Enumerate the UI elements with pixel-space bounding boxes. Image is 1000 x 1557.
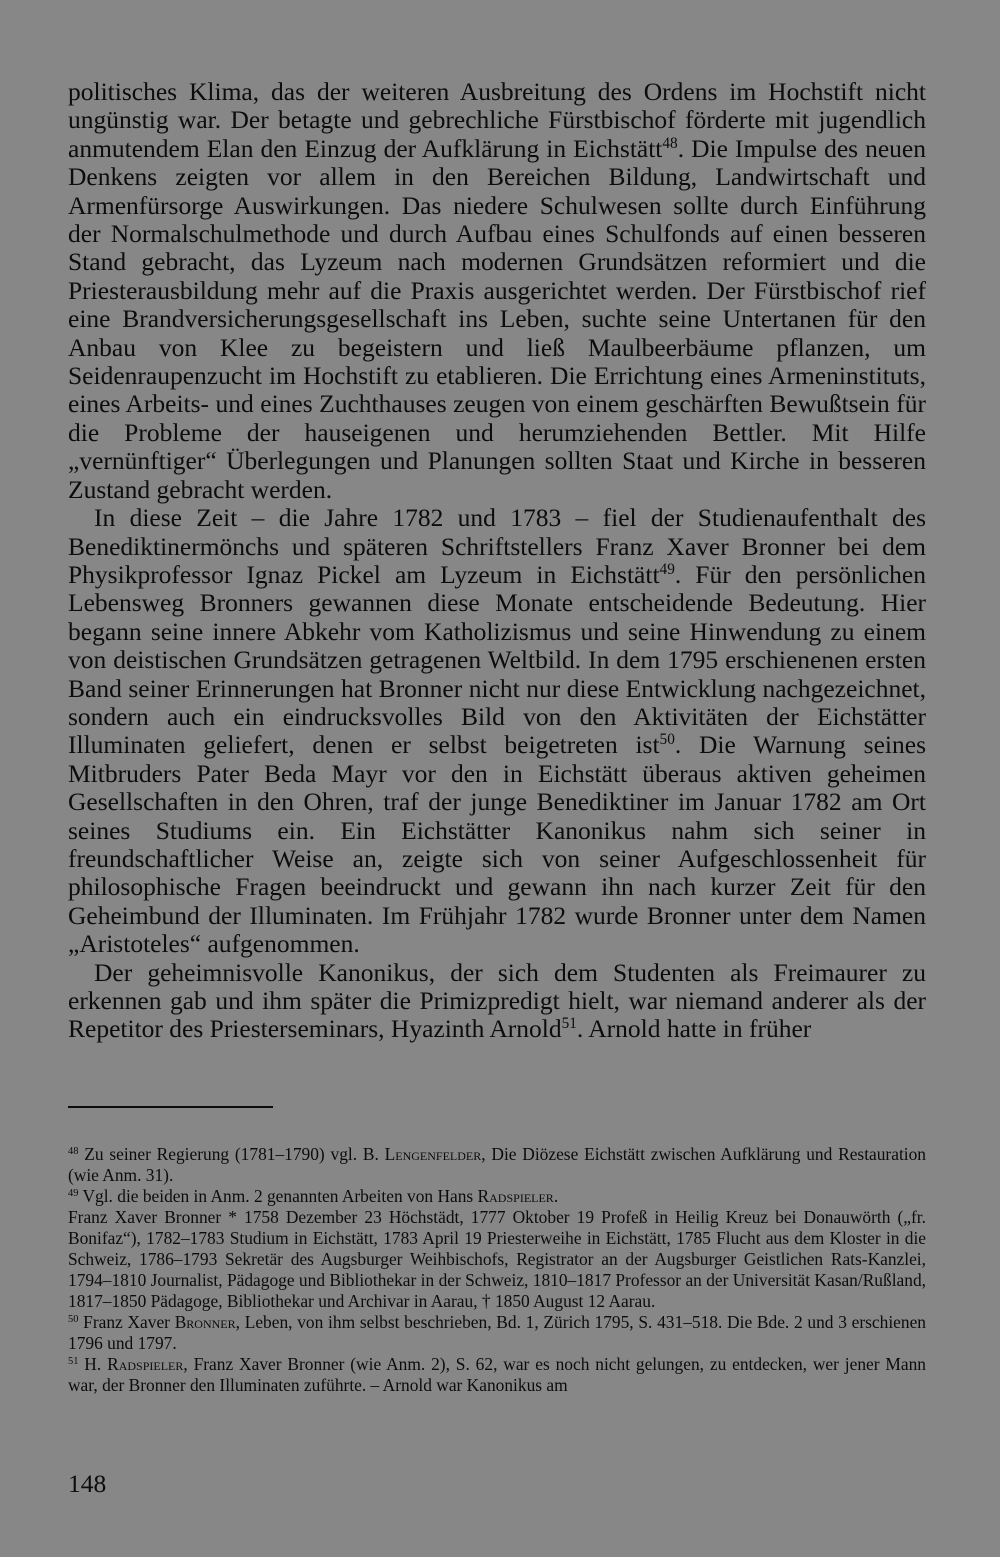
footnote-text: Vgl. die beiden in Anm. 2 genannten Arbeiten von Hans xyxy=(78,1186,478,1206)
paragraph-2 xyxy=(68,504,926,959)
footnote-48 xyxy=(68,1144,926,1186)
footnote-49-biography: Franz Xaver Bronner * 1758 Dezember 23 Höchstädt, 1777 Oktober 19 Profeß in Heilig Kreuz bei Donauwörth („fr. Bonifaz“), 1782–1783 Studium in Eichstätt, 1783 April 19 Priesterweihe in Eichstätt, 1785 Flucht aus dem Kloster in die Schweiz, 1786–1793 Sekretär des Augsburger Weihbischofs, Registrator an der Augsburger Geistlichen Rats-Kanzlei, 1794–1810 Journalist, Pädagoge und Bibliothekar in der Schweiz, 1810–1817 Professor an der Universität Kasan/Rußland, 1817–1850 Pädagoge, Bibliothekar und Archivar in Aarau, † 1850 August 12 Aarau. xyxy=(68,1207,926,1311)
footnote-author: Radspieler xyxy=(477,1186,554,1206)
footnotes xyxy=(68,1144,926,1396)
footnote-number: 49 xyxy=(68,1187,79,1199)
footnote-text: , Leben, von ihm selbst beschrieben, Bd. 1, Zürich 1795, S. 431–518. Die Bde. 2 und 3 erschienen 1796 und 1797. xyxy=(68,1312,926,1353)
footnote-ref-49: 49 xyxy=(659,560,675,578)
paragraph-2-text-a: In diese Zeit – die Jahre 1782 und 1783 – fiel der Studienaufenthalt des Benediktinermönchs und späteren Schriftstellers Franz Xaver Bronner bei dem Physikprofessor Ignaz Pickel am Lyzeum in Eichstätt xyxy=(68,503,926,589)
footnote-author: Bronner xyxy=(174,1312,236,1332)
footnote-text: . xyxy=(553,1186,559,1206)
paragraph-1-text-b: . Die Impulse des neuen Denkens zeigten vor allem in den Bereichen Bildung, Landwirtschaft und Armenfürsorge Auswirkungen. Das niedere Schulwesen sollte durch Einführung der Normalschulmethode und durch Aufbau eines Schulfonds auf einen besseren Stand gebracht, das Lyzeum nach modernen Grundsätzen reformiert und die Priesterausbildung mehr auf die Praxis ausgerichtet werden. Der Fürstbischof rief eine Brandversicherungsgesellschaft ins Leben, suchte seine Untertanen für den Anbau von Klee zu begeistern und ließ Maulbeerbäume pflanzen, um Seidenraupenzucht im Hochstift zu etablieren. Die Errichtung eines Armeninstituts, eines Arbeits- und eines Zuchthauses zeugen von einem geschärften Bewußtsein für die Probleme der hauseigenen und herumziehenden Bettler. Mit Hilfe „vernünftiger“ Überlegungen und Planungen sollten Staat und Kirche in besseren Zustand gebracht werden. xyxy=(68,133,926,504)
paragraph-3 xyxy=(68,959,926,1044)
footnote-51 xyxy=(68,1354,926,1396)
paragraph-3-text-b: . Arnold hatte in früher xyxy=(576,1014,812,1044)
main-text xyxy=(68,78,926,1044)
footnote-author: Radspieler xyxy=(107,1354,184,1374)
paragraph-2-text-b: . Für den persönlichen Lebensweg Bronners gewannen diese Monate entscheidende Bedeutung. Hier begann seine innere Abkehr vom Katholizismus und seine Hinwendung zu einem von deistischen Grundsätzen getragenen Weltbild. In dem 1795 erschienenen ersten Band seiner Erinnerungen hat Bronner nicht nur diese Entwicklung nachgezeichnet, sondern auch ein eindrucksvolles Bild von den Aktivitäten der Eichstätter Illuminaten geliefert, denen er selbst beigetreten ist xyxy=(68,559,926,760)
paragraph-1 xyxy=(68,78,926,504)
page-number: 148 xyxy=(68,1469,107,1498)
footnote-author: Lengenfelder xyxy=(384,1144,482,1164)
paragraph-1-text-a: politisches Klima, das der weiteren Ausbreitung des Ordens im Hochstift nicht ungünstig war. Der betagte und gebrechliche Fürstbischof förderte mit jugendlich anmutendem Elan den Einzug der Aufklärung in Eichstätt xyxy=(68,77,926,163)
footnote-number: 48 xyxy=(68,1145,79,1157)
footnote-divider xyxy=(68,1106,273,1108)
footnote-text: H. xyxy=(78,1354,108,1374)
footnote-number: 50 xyxy=(68,1313,79,1325)
paragraph-3-text-a: Der geheimnisvolle Kanonikus, der sich dem Studenten als Freimaurer zu erkennen gab und ihm später die Primizpredigt hielt, war niemand anderer als der Repetitor des Priesterseminars, Hyazinth Arnold xyxy=(68,957,926,1044)
footnote-ref-50: 50 xyxy=(659,731,675,749)
footnote-49 xyxy=(68,1186,926,1207)
paragraph-2-text-c: . Die Warnung seines Mitbruders Pater Beda Mayr vor den in Eichstätt überaus aktiven geheimen Gesellschaften in den Ohren, traf der junge Benediktiner im Januar 1782 am Ort seines Studiums ein. Ein Eichstätter Kanonikus nahm sich seiner in freundschaftlicher Weise an, zeigte sich von seiner Aufgeschlossenheit für philosophische Fragen beeindruckt und gewann ihn nach kurzer Zeit für den Geheimbund der Illuminaten. Im Frühjahr 1782 wurde Bronner unter dem Namen „Aristoteles“ aufgenommen. xyxy=(68,730,926,959)
footnote-text: Zu seiner Regierung (1781–1790) vgl. B. xyxy=(78,1144,385,1164)
footnote-ref-48: 48 xyxy=(662,134,678,152)
footnote-ref-51: 51 xyxy=(561,1015,577,1033)
footnote-text: , Die Diözese Eichstätt zwischen Aufklärung und Restauration (wie Anm. 31). xyxy=(68,1144,926,1185)
footnote-text: , Franz Xaver Bronner (wie Anm. 2), S. 62, war es noch nicht gelungen, zu entdecken, wer jener Mann war, der Bronner den Illuminaten zuführte. – Arnold war Kanonikus am xyxy=(68,1354,926,1395)
footnote-50 xyxy=(68,1312,926,1354)
footnote-number: 51 xyxy=(68,1355,79,1367)
footnote-text: Franz Xaver xyxy=(78,1312,175,1332)
